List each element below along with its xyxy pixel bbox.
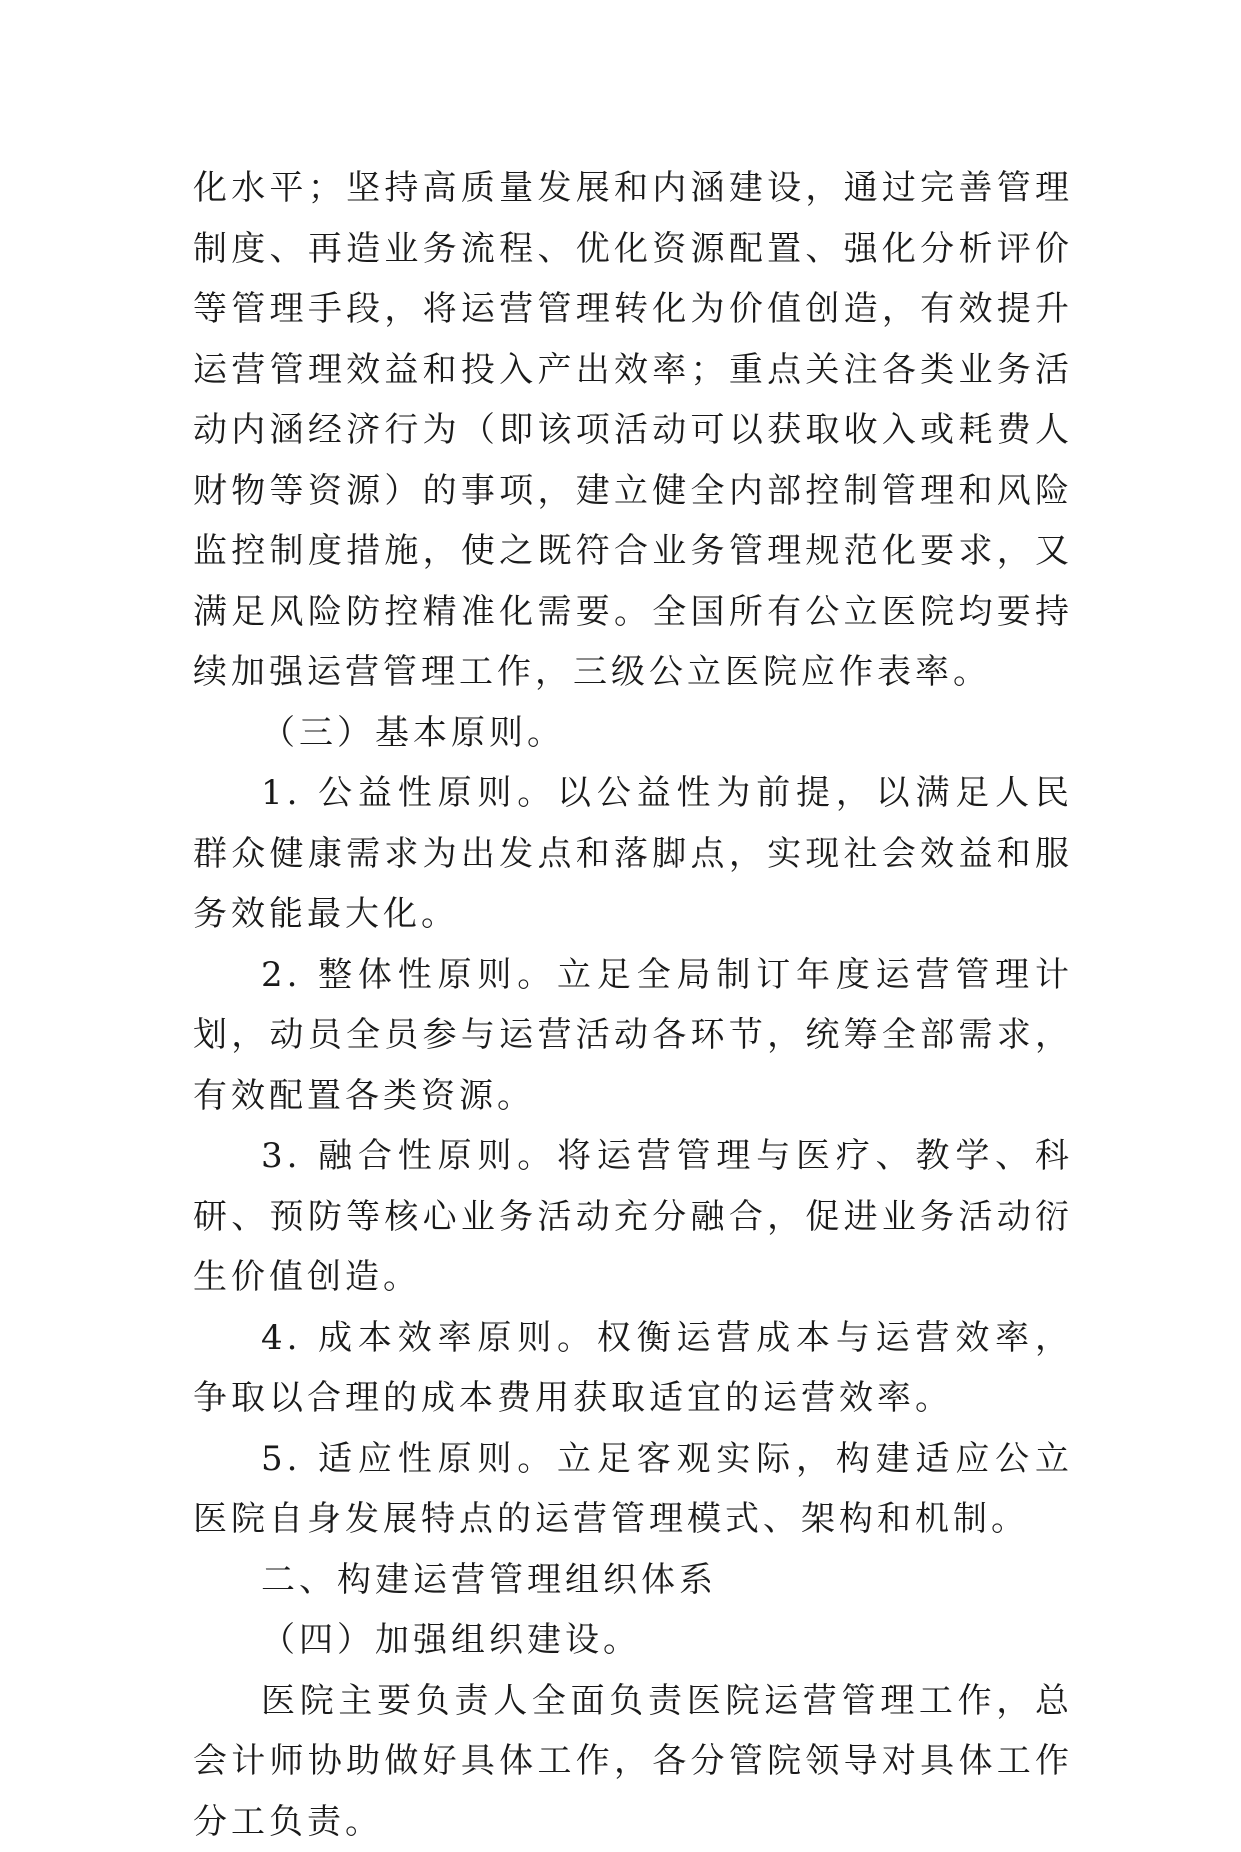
principle-integrity: 2. 整体性原则。立足全局制订年度运营管理计划，动员全员参与运营活动各环节，统筹全部需求，有效配置各类资源。	[193, 945, 1073, 1127]
principle-cost-efficiency: 4. 成本效率原则。权衡运营成本与运营效率，争取以合理的成本费用获取适宜的运营效率。	[193, 1308, 1073, 1429]
principle-adaptability: 5. 适应性原则。立足客观实际，构建适应公立医院自身发展特点的运营管理模式、架构和机制。	[193, 1429, 1073, 1550]
principle-public-welfare: 1. 公益性原则。以公益性为前提，以满足人民群众健康需求为出发点和落脚点，实现社会效益和服务效能最大化。	[193, 763, 1073, 945]
paragraph-leadership: 医院主要负责人全面负责医院运营管理工作，总会计师协助做好具体工作，各分管院领导对具体工作分工负责。	[193, 1671, 1073, 1852]
principle-integration: 3. 融合性原则。将运营管理与医疗、教学、科研、预防等核心业务活动充分融合，促进业务活动衍生价值创造。	[193, 1126, 1073, 1308]
section-heading-basic-principles: （三）基本原则。	[193, 703, 1073, 764]
document-body	[193, 158, 1073, 1852]
section-heading-organization-building: （四）加强组织建设。	[193, 1610, 1073, 1671]
paragraph-continuation: 化水平；坚持高质量发展和内涵建设，通过完善管理制度、再造业务流程、优化资源配置、强化分析评价等管理手段，将运营管理转化为价值创造，有效提升运营管理效益和投入产出效率；重点关注各类业务活动内涵经济行为（即该项活动可以获取收入或耗费人财物等资源）的事项，建立健全内部控制管理和风险监控制度措施，使之既符合业务管理规范化要求，又满足风险防控精准化需要。全国所有公立医院均要持续加强运营管理工作，三级公立医院应作表率。	[193, 158, 1073, 703]
chapter-heading-organization: 二、构建运营管理组织体系	[193, 1550, 1073, 1611]
